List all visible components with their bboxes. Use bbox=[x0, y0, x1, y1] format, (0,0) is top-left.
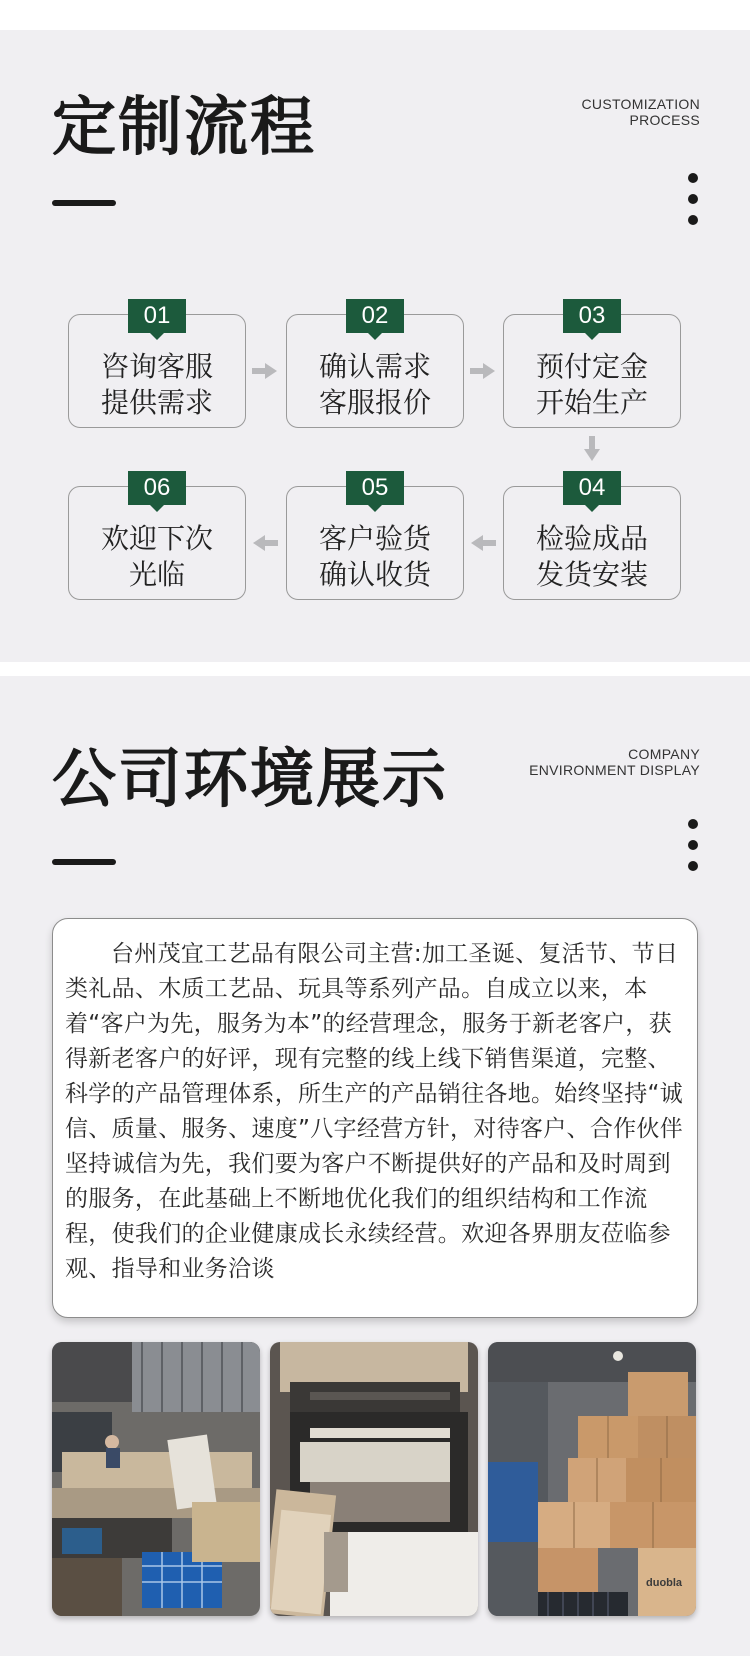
step-label: 欢迎下次 光临 bbox=[100, 522, 213, 591]
more-dots-icon bbox=[688, 819, 698, 871]
company-intro-text: 台州茂宜工艺品有限公司主营:加工圣诞、复活节、节日类礼品、木质工艺品、玩具等系列产品。自成立以来，本着“客户为先，服务为本”的经营理念，服务于新老客户，获得新老客户的好评，现有完整的线上线下销售渠道，完整、科学的产品管理体系，所生产的产品销往各地。始终坚持“诚信、质量、服务、速度”八字经营方针，对待客户、合作伙伴坚持诚信为先，我们要为客户不断提供好的产品和及时周到的服务，在此基础上不断地优化我们的组织结构和工作流程，使我们的企业健康成长永续经营。欢迎各界朋友莅临参观、指导和业务洽谈 bbox=[65, 941, 684, 1282]
company-intro-card bbox=[52, 918, 698, 1318]
process-step-01 bbox=[68, 302, 246, 428]
step-number-badge: 02 bbox=[346, 299, 404, 333]
arrow-left-icon bbox=[252, 535, 278, 551]
process-step-05 bbox=[286, 474, 464, 600]
process-title: 定制流程 bbox=[52, 91, 316, 165]
step-label: 检验成品 发货安装 bbox=[535, 522, 648, 591]
laser-cutter-photo bbox=[270, 1342, 478, 1616]
customization-process-section bbox=[0, 30, 750, 662]
warehouse-boxes-photo bbox=[488, 1342, 696, 1616]
process-step-04 bbox=[503, 474, 681, 600]
step-number-badge: 05 bbox=[346, 471, 404, 505]
process-step-06 bbox=[68, 474, 246, 600]
step-label: 预付定金 开始生产 bbox=[535, 350, 648, 419]
step-label: 确认需求 客服报价 bbox=[318, 350, 431, 419]
title-underline bbox=[52, 200, 116, 206]
company-title: 公司环境展示 bbox=[52, 743, 448, 817]
step-number-badge: 01 bbox=[128, 299, 186, 333]
process-title-en: CUSTOMIZATION PROCESS bbox=[581, 96, 700, 128]
arrow-right-icon bbox=[252, 363, 278, 379]
step-label: 咨询客服 提供需求 bbox=[100, 350, 213, 419]
arrow-right-icon bbox=[470, 363, 496, 379]
step-label: 客户验货 确认收货 bbox=[318, 522, 431, 591]
workshop-photo bbox=[52, 1342, 260, 1616]
company-environment-section bbox=[0, 676, 750, 1656]
process-step-02 bbox=[286, 302, 464, 428]
box-label: duobla bbox=[646, 1577, 683, 1589]
step-number-badge: 04 bbox=[563, 471, 621, 505]
step-number-badge: 06 bbox=[128, 471, 186, 505]
more-dots-icon bbox=[688, 173, 698, 225]
company-title-en: COMPANY ENVIRONMENT DISPLAY bbox=[529, 746, 700, 778]
title-underline bbox=[52, 859, 116, 865]
arrow-left-icon bbox=[470, 535, 496, 551]
arrow-down-icon bbox=[584, 436, 600, 462]
step-number-badge: 03 bbox=[563, 299, 621, 333]
process-step-03 bbox=[503, 302, 681, 428]
